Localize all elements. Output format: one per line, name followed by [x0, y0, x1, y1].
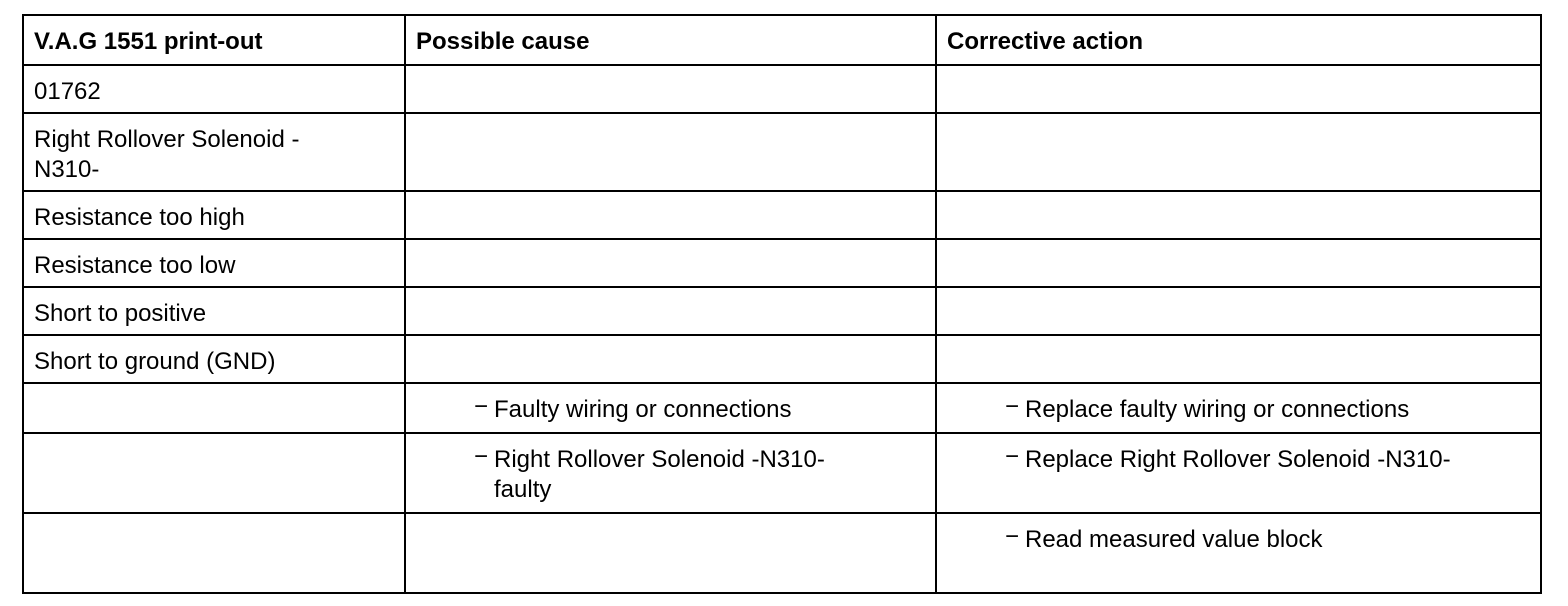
printout-cell: Resistance too high: [23, 191, 405, 239]
printout-cell: Right Rollover Solenoid -N310-: [23, 113, 405, 191]
header-row: [23, 15, 1541, 65]
action-cell: [936, 239, 1541, 287]
printout-cell: Resistance too low: [23, 239, 405, 287]
table-row: [23, 239, 1541, 287]
table-row: [23, 65, 1541, 113]
printout-cell: Short to positive: [23, 287, 405, 335]
cause-cell: [405, 191, 936, 239]
action-item: − Replace Right Rollover Solenoid -N310-: [997, 445, 1530, 475]
table-row: [23, 191, 1541, 239]
printout-cell: [23, 433, 405, 513]
printout-cell: [23, 513, 405, 593]
cause-cell: [405, 65, 936, 113]
header-corrective-action: Corrective action: [936, 15, 1541, 65]
action-cell: [936, 433, 1541, 513]
cause-cell: [405, 383, 936, 433]
action-item: − Replace faulty wiring or connections: [997, 395, 1530, 425]
cause-cell: [405, 113, 936, 191]
action-cell: [936, 383, 1541, 433]
dash-bullet-icon: −: [473, 443, 488, 470]
cause-item: − Faulty wiring or connections: [466, 395, 925, 425]
table-row: [23, 287, 1541, 335]
header-possible-cause: Possible cause: [405, 15, 936, 65]
cause-cell: [405, 433, 936, 513]
table-row: [23, 335, 1541, 383]
diagnostic-table: [22, 14, 1542, 594]
action-cell: [936, 335, 1541, 383]
dash-bullet-icon: −: [473, 393, 488, 420]
table-row: [23, 513, 1541, 593]
dash-bullet-icon: −: [1004, 523, 1019, 550]
printout-cell: [23, 383, 405, 433]
header-printout: V.A.G 1551 print-out: [23, 15, 405, 65]
action-cell: [936, 287, 1541, 335]
action-cell: [936, 65, 1541, 113]
cause-cell: [405, 513, 936, 593]
table-row: [23, 433, 1541, 513]
dash-bullet-icon: −: [1004, 393, 1019, 420]
table-row: [23, 113, 1541, 191]
table-row: [23, 383, 1541, 433]
cause-cell: [405, 335, 936, 383]
cause-item: − Right Rollover Solenoid -N310- faulty: [466, 445, 875, 505]
printout-cell: 01762: [23, 65, 405, 113]
cause-cell: [405, 287, 936, 335]
dash-bullet-icon: −: [1004, 443, 1019, 470]
action-cell: [936, 191, 1541, 239]
action-item: − Read measured value block: [997, 525, 1530, 555]
action-cell: [936, 113, 1541, 191]
cause-cell: [405, 239, 936, 287]
printout-cell: Short to ground (GND): [23, 335, 405, 383]
action-cell: [936, 513, 1541, 593]
